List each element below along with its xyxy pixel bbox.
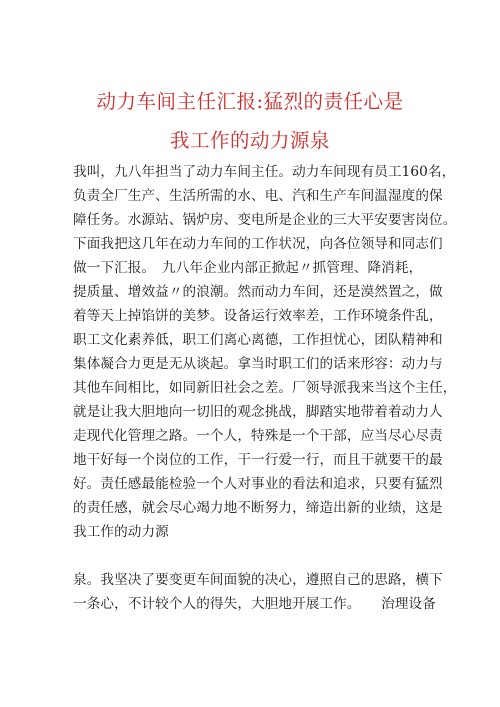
body-line: 就是让我大胆地向一切旧的观念挑战，脚踏实地带着着动力人 <box>73 404 443 420</box>
body-line: 我工作的动力源 <box>73 524 169 540</box>
body-line: 一条心，不计较个人的得失，大胆地开展工作。 治理设备 <box>73 596 436 612</box>
title-line-2: 我工作的动力源泉 <box>169 129 330 152</box>
body-line: 做一下汇报。 九八年企业内部正掀起〃抓管理、降消耗， <box>73 260 423 276</box>
body-line: 障任务。水源站、锅炉房、变电所是企业的三大平安要害岗位。 <box>73 212 457 228</box>
body-line: 其他车间相比，如同新旧社会之差。厂领导派我来当这个主任， <box>73 380 457 396</box>
body-line: 我叫，九八年担当了动力车间主任。动力车间现有员工160名， <box>73 164 456 180</box>
body-line: 职工文化素养低，职工们离心离德，工作担忧心，团队精神和 <box>73 332 443 348</box>
body-line: 提质量、增效益〃的浪潮。然而动力车间，还是漠然置之，做 <box>73 284 443 300</box>
body-line: 着等天上掉馅饼的美梦。设备运行效率差，工作环境条件乱， <box>73 308 443 324</box>
title-line-1: 动力车间主任汇报:猛烈的责任心是 <box>96 90 404 113</box>
body-line: 好。责任感最能检验一个人对事业的看法和追求，只要有猛烈 <box>73 476 443 492</box>
body-line: 集体凝合力更是无从谈起。拿当时职工们的话来形容：动力与 <box>73 356 443 372</box>
body-line: 的责任感，就会尽心竭力地不断努力，缔造出新的业绩，这是 <box>73 500 443 516</box>
body-line: 下面我把这几年在动力车间的工作状况，向各位领导和同志们 <box>73 236 443 252</box>
body-line: 走现代化管理之路。一个人，特殊是一个干部，应当尽心尽责 <box>73 428 443 444</box>
body-line: 负责全厂生产、生活所需的水、电、汽和生产车间温湿度的保 <box>73 188 443 204</box>
body-line: 泉。我坚决了要变更车间面貌的决心，遵照自己的思路，横下 <box>73 572 443 588</box>
body-line: 地干好每一个岗位的工作，干一行爱一行，而且干就要干的最 <box>73 452 443 468</box>
